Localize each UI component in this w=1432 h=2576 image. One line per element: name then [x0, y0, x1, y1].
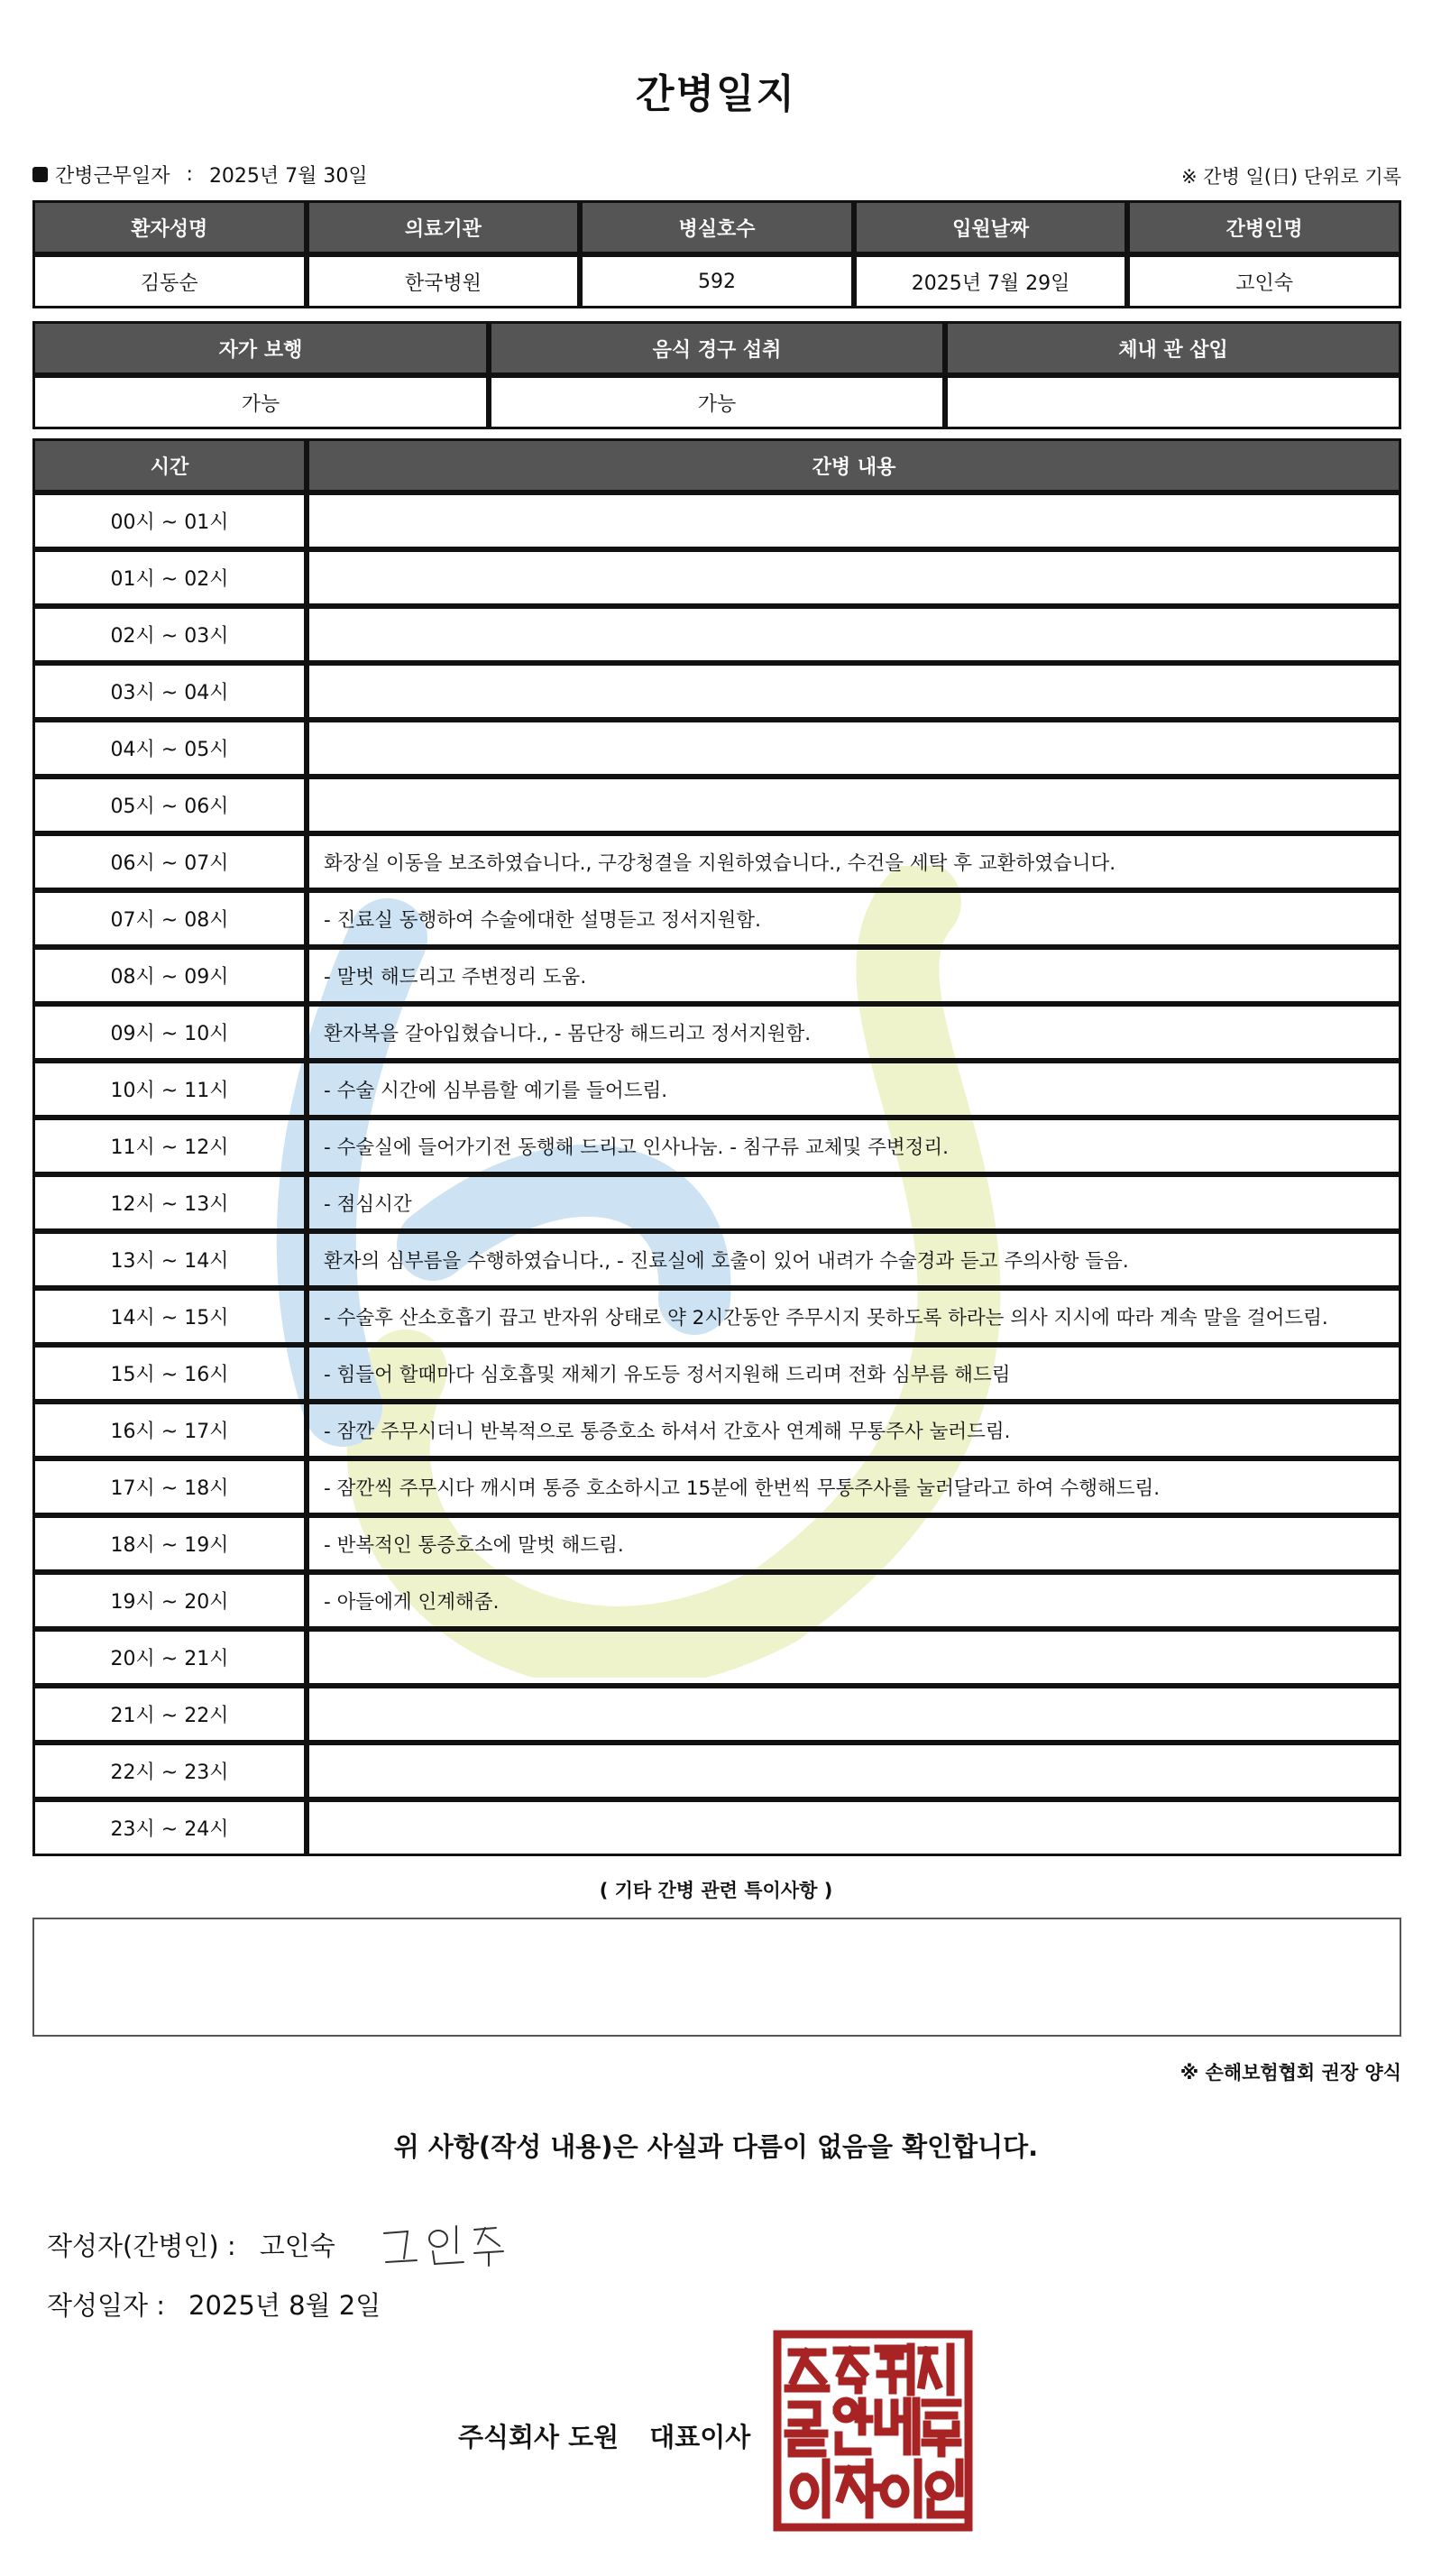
log-content: - 수술후 산소호흡기 끕고 반자위 상태로 약 2시간동안 주무시지 못하도록 하라는 의사 지시에 따라 계속 말을 걸어드림.	[307, 1288, 1401, 1345]
log-content	[307, 492, 1401, 549]
room-number: 592	[580, 254, 854, 308]
header-care-content: 간병 내용	[307, 438, 1401, 492]
log-time: 01시 ~ 02시	[32, 549, 307, 606]
log-row	[32, 1402, 1401, 1458]
log-row	[32, 1345, 1401, 1402]
log-time: 22시 ~ 23시	[32, 1743, 307, 1799]
log-row	[32, 663, 1401, 720]
special-notes-box	[32, 1918, 1401, 2037]
log-content: - 아들에게 인계해줌.	[307, 1572, 1401, 1629]
log-time: 05시 ~ 06시	[32, 777, 307, 833]
company-name: 주식회사 도원	[458, 2422, 620, 2452]
log-content: - 말벗 해드리고 주변정리 도움.	[307, 947, 1401, 1004]
work-date-value: 2025년 7월 30일	[208, 165, 368, 188]
header-oral-intake: 음식 경구 섭취	[489, 321, 945, 375]
work-date	[32, 161, 368, 189]
log-content	[307, 720, 1401, 777]
patient-info-table	[32, 200, 1401, 308]
log-content: - 반복적인 통증호소에 말벗 해드림.	[307, 1515, 1401, 1572]
log-content	[307, 1629, 1401, 1686]
log-content	[307, 1743, 1401, 1799]
care-log-rows	[32, 492, 1401, 1856]
header-caregiver-name: 간병인명	[1127, 200, 1401, 254]
log-row	[32, 606, 1401, 663]
log-row	[32, 1061, 1401, 1118]
log-row	[32, 492, 1401, 549]
log-row	[32, 777, 1401, 833]
header-time: 시간	[32, 438, 307, 492]
log-content	[307, 663, 1401, 720]
log-content: - 잠깐씩 주무시다 깨시며 통증 호소하시고 15분에 한번씩 무통주사를 눌러달라고 하여 수행해드림.	[307, 1458, 1401, 1515]
oral-intake: 가능	[489, 375, 945, 429]
log-time: 18시 ~ 19시	[32, 1515, 307, 1572]
log-time: 12시 ~ 13시	[32, 1174, 307, 1231]
header-self-walking: 자가 보행	[32, 321, 489, 375]
written-date-row	[47, 2286, 381, 2323]
log-row	[32, 1515, 1401, 1572]
confirmation-statement: 위 사항(작성 내용)은 사실과 다름이 없음을 확인합니다.	[393, 2131, 1039, 2162]
work-date-row	[32, 157, 1401, 189]
log-time: 13시 ~ 14시	[32, 1231, 307, 1288]
log-time: 04시 ~ 05시	[32, 720, 307, 777]
special-notes-title: ( 기타 간병 관련 특이사항 )	[599, 1880, 833, 1901]
square-bullet-icon	[32, 167, 48, 182]
log-content: - 점심시간	[307, 1174, 1401, 1231]
log-content: 환자의 심부름을 수행하였습니다., - 진료실에 호출이 있어 내려가 수술경과 듣고 주의사항 들음.	[307, 1231, 1401, 1288]
log-row	[32, 549, 1401, 606]
log-time: 21시 ~ 22시	[32, 1686, 307, 1743]
log-content: - 진료실 동행하여 수술에대한 설명듣고 정서지원함.	[307, 890, 1401, 947]
log-row	[32, 1231, 1401, 1288]
log-time: 03시 ~ 04시	[32, 663, 307, 720]
header-admission-date: 입원날짜	[854, 200, 1128, 254]
log-content	[307, 777, 1401, 833]
log-row	[32, 1629, 1401, 1686]
log-time: 19시 ~ 20시	[32, 1572, 307, 1629]
log-content: - 수술 시간에 심부름할 예기를 들어드림.	[307, 1061, 1401, 1118]
log-row	[32, 947, 1401, 1004]
log-time: 20시 ~ 21시	[32, 1629, 307, 1686]
log-time: 02시 ~ 03시	[32, 606, 307, 663]
company-signature-line	[458, 2417, 750, 2454]
log-time: 14시 ~ 15시	[32, 1288, 307, 1345]
log-time: 17시 ~ 18시	[32, 1458, 307, 1515]
log-content	[307, 1686, 1401, 1743]
log-time: 09시 ~ 10시	[32, 1004, 307, 1061]
log-content	[307, 549, 1401, 606]
log-time: 11시 ~ 12시	[32, 1118, 307, 1174]
patient-name: 김동순	[32, 254, 307, 308]
work-date-label: 간병근무일자	[55, 165, 170, 188]
work-date-colon: :	[186, 163, 193, 186]
log-content: - 힘들어 할때마다 심호흡및 재체기 유도등 정서지원해 드리며 전화 심부름 해드림	[307, 1345, 1401, 1402]
log-row	[32, 1572, 1401, 1629]
handwritten-signature	[377, 2217, 521, 2271]
log-time: 00시 ~ 01시	[32, 492, 307, 549]
log-row	[32, 890, 1401, 947]
log-time: 10시 ~ 11시	[32, 1061, 307, 1118]
written-date-value: 2025년 8월 2일	[188, 2290, 381, 2321]
log-row	[32, 1686, 1401, 1743]
log-row	[32, 1458, 1401, 1515]
log-time: 23시 ~ 24시	[32, 1799, 307, 1856]
header-hospital: 의료기관	[307, 200, 581, 254]
log-time: 15시 ~ 16시	[32, 1345, 307, 1402]
self-walking: 가능	[32, 375, 489, 429]
log-row	[32, 1174, 1401, 1231]
log-content	[307, 606, 1401, 663]
company-seal-stamp	[772, 2329, 974, 2533]
log-row	[32, 833, 1401, 890]
log-time: 06시 ~ 07시	[32, 833, 307, 890]
admission-date: 2025년 7월 29일	[854, 254, 1128, 308]
header-patient-name: 환자성명	[32, 200, 307, 254]
care-log-table	[32, 438, 1401, 1856]
tube-insertion	[945, 375, 1401, 429]
log-row	[32, 1743, 1401, 1799]
log-content: - 잠깐 주무시더니 반복적으로 통증호소 하셔서 간호사 연계해 무통주사 눌러드림.	[307, 1402, 1401, 1458]
company-representative-title: 대표이사	[649, 2422, 751, 2452]
record-unit-note: ※ 간병 일(日) 단위로 기록	[1181, 166, 1401, 188]
writer-row	[47, 2217, 521, 2271]
log-row	[32, 1799, 1401, 1856]
log-row	[32, 720, 1401, 777]
log-content: - 수술실에 들어가기전 동행해 드리고 인사나눔. - 침구류 교체및 주변정리.	[307, 1118, 1401, 1174]
patient-status-table	[32, 321, 1401, 429]
writer-label: 작성자(간병인) :	[47, 2230, 236, 2261]
log-time: 07시 ~ 08시	[32, 890, 307, 947]
caregiver-name: 고인숙	[1127, 254, 1401, 308]
header-tube-insertion: 체내 관 삽입	[945, 321, 1401, 375]
page-title: 간병일지	[635, 71, 796, 117]
log-time: 08시 ~ 09시	[32, 947, 307, 1004]
log-row	[32, 1288, 1401, 1345]
written-date-label: 작성일자 :	[47, 2290, 166, 2321]
log-content	[307, 1799, 1401, 1856]
log-time: 16시 ~ 17시	[32, 1402, 307, 1458]
header-room-number: 병실호수	[580, 200, 854, 254]
log-row	[32, 1004, 1401, 1061]
writer-name: 고인숙	[259, 2230, 335, 2261]
log-row	[32, 1118, 1401, 1174]
log-content: 환자복을 갈아입혔습니다., - 몸단장 해드리고 정서지원함.	[307, 1004, 1401, 1061]
form-source-note: ※ 손해보험협회 권장 양식	[1180, 2062, 1401, 2084]
hospital: 한국병원	[307, 254, 581, 308]
log-content: 화장실 이동을 보조하였습니다., 구강청결을 지원하였습니다., 수건을 세탁 후 교환하였습니다.	[307, 833, 1401, 890]
